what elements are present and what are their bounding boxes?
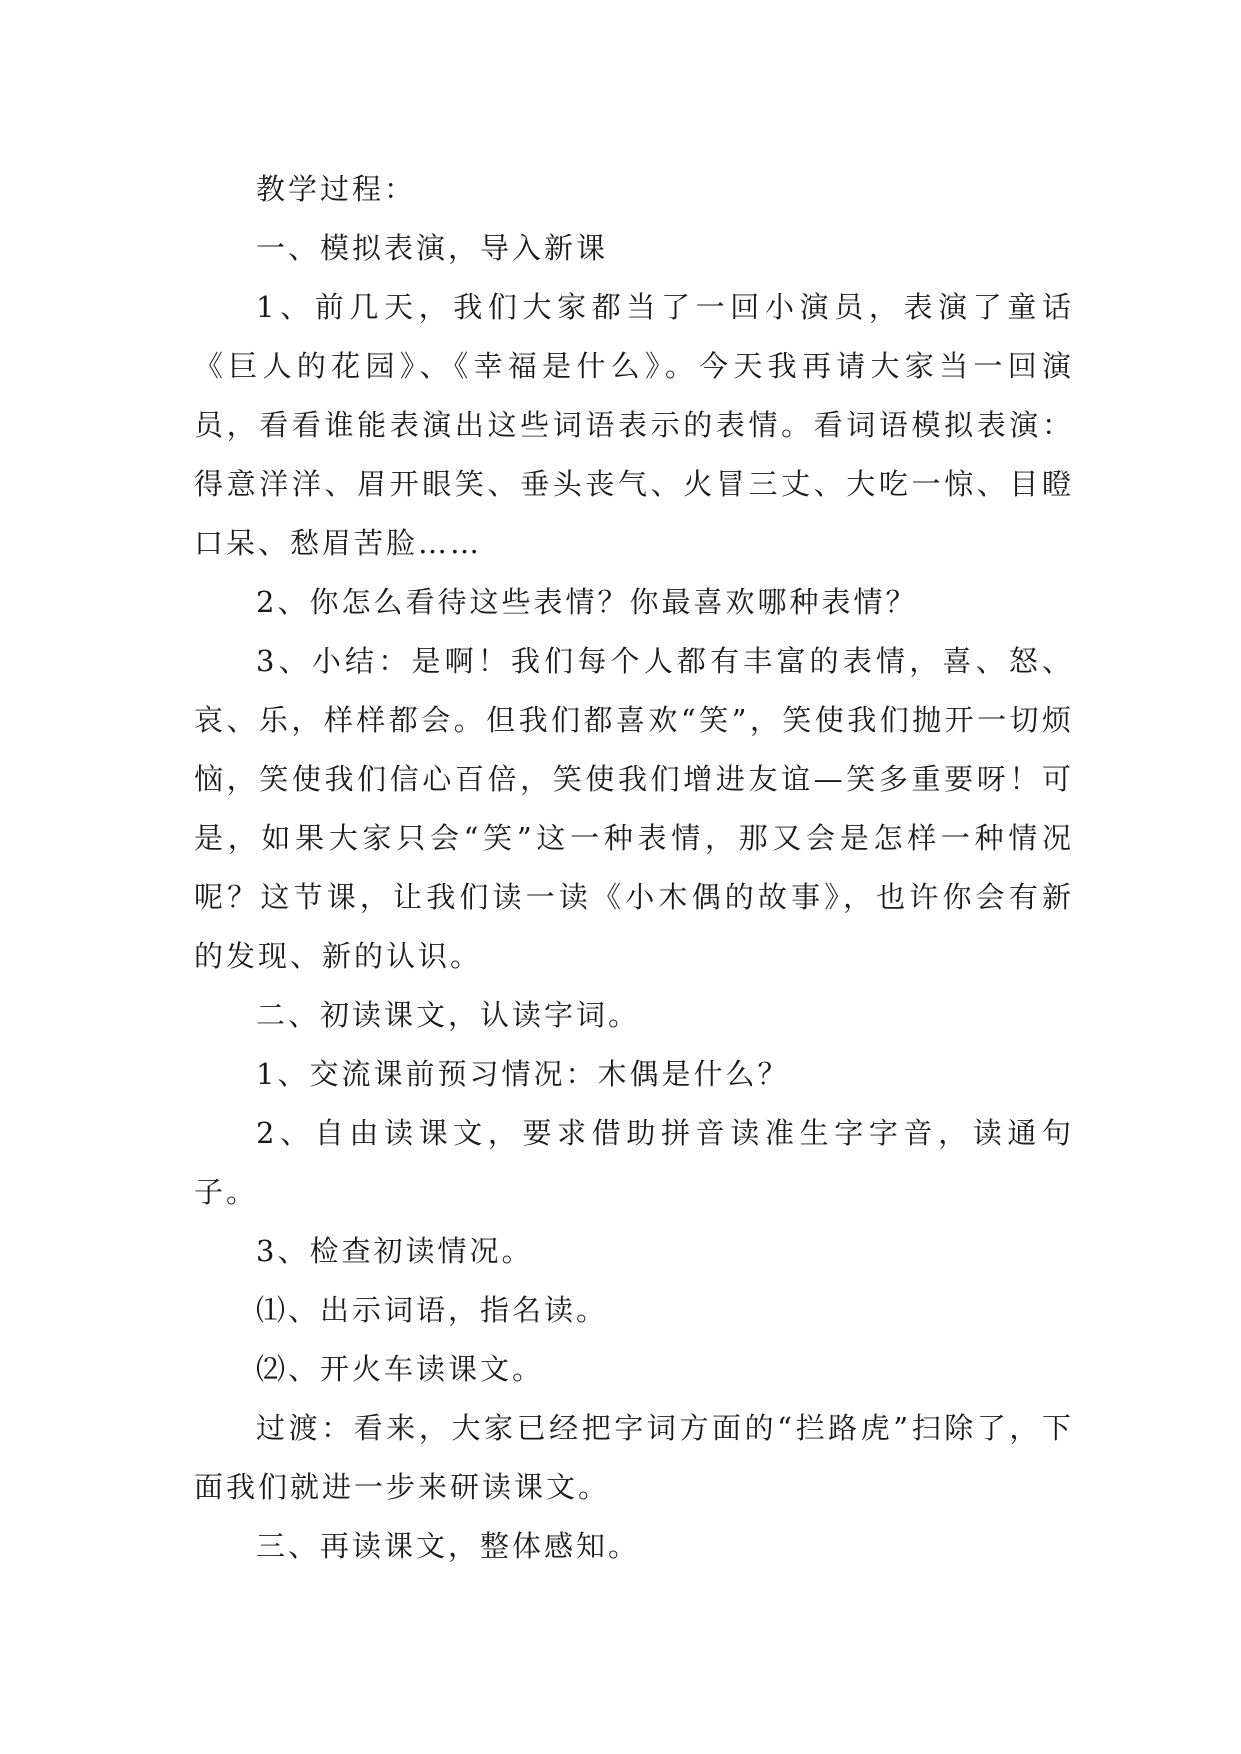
paragraph-2-3-1: ⑴、出示词语，指名读。 (256, 1293, 609, 1327)
paragraph-1-1: 1、前几天，我们大家都当了一回小演员，表演了童话《巨人的花园》、《幸福是什么》。今天我再请大家当一回演员，看看谁能表演出这些词语表示的表情。看词语模拟表演：得意洋洋、眉开眼笑、垂头丧气、火冒三丈、大吃一惊、目瞪口呆、愁眉苦脸…… (194, 290, 1074, 560)
paragraph-transition: 过渡：看来，大家已经把字词方面的“拦路虎”扫除了，下面我们就进一步来研读课文。 (194, 1411, 1074, 1504)
paragraph-2-3: 3、检查初读情况。 (256, 1234, 534, 1268)
document-body (194, 160, 1074, 1576)
paragraph-1-2: 2、你怎么看待这些表情？你最喜欢哪种表情？ (256, 585, 918, 619)
paragraph-1-3: 3、小结：是啊！我们每个人都有丰富的表情，喜、怒、哀、乐，样样都会。但我们都喜欢“笑”，笑使我们抛开一切烦恼，笑使我们信心百倍，笑使我们增进友谊—笑多重要呀！可是，如果大家只会“笑”这一种表情，那又会是怎样一种情况呢？这节课，让我们读一读《小木偶的故事》，也许你会有新的发现、新的认识。 (194, 644, 1074, 973)
section-heading-1: 一、模拟表演，导入新课 (256, 231, 609, 265)
paragraph-2-1: 1、交流课前预习情况：木偶是什么？ (256, 1057, 790, 1091)
section-heading-process: 教学过程： (256, 172, 417, 206)
paragraph-2-3-2: ⑵、开火车读课文。 (256, 1352, 545, 1386)
section-heading-3: 三、再读课文，整体感知。 (256, 1529, 641, 1563)
section-heading-2: 二、初读课文，认读字词。 (256, 998, 641, 1032)
paragraph-2-2: 2、自由读课文，要求借助拼音读准生字字音，读通句子。 (194, 1116, 1074, 1209)
